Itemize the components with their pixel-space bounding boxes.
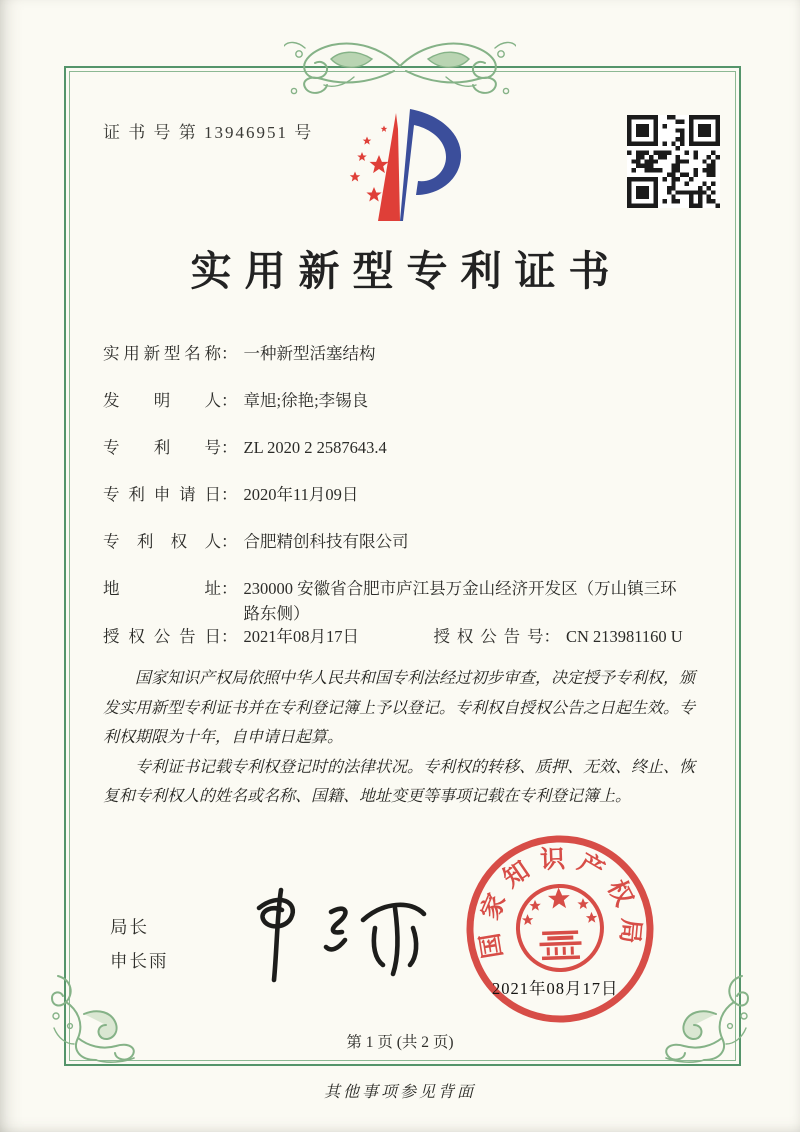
field-row-patent-number: 专利号 ： ZL 2020 2 2587643.4	[103, 435, 703, 460]
field-row-name: 实用新型名称 ： 一种新型活塞结构	[103, 341, 703, 366]
back-side-note: 其他事项参见背面	[323, 1084, 476, 1101]
field-label: 专利申请日	[103, 485, 221, 504]
seal-date: 2021年08月17日	[492, 979, 619, 998]
certificate-title: 实用新型专利证书	[190, 248, 623, 294]
field-label: 专利号	[103, 438, 221, 457]
page-indicator: 第 1 页 (共 2 页)	[346, 1034, 454, 1051]
official-seal	[459, 828, 662, 1031]
field-value: 章旭;徐艳;李锡良	[243, 391, 369, 410]
field-label: 发明人	[103, 391, 221, 410]
qr-code	[627, 115, 720, 208]
field-pair-grant-number: 授权公告号 ： CN 213981160 U	[434, 624, 683, 649]
field-value: 合肥精创科技有限公司	[243, 532, 409, 551]
field-label: 授权公告日	[103, 627, 221, 646]
legal-text	[103, 664, 700, 812]
field-label: 专利权人	[103, 532, 221, 551]
seal-text: 国家知识产权局	[475, 845, 645, 961]
field-label: 授权公告号	[433, 627, 544, 646]
field-row-filing-date: 专利申请日 ： 2020年11月09日	[103, 482, 703, 507]
field-value: 一种新型活塞结构	[243, 344, 376, 363]
field-row-patentee: 专利权人 ： 合肥精创科技有限公司	[103, 529, 703, 554]
field-row-inventors: 发明人 ： 章旭;徐艳;李锡良	[103, 388, 703, 413]
legal-paragraph-2: 专利证书记载专利权登记时的法律状况。专利权的转移、质押、无效、终止、恢复和专利权人的姓名或名称、国籍、地址变更等事项记载在专利登记簿上。	[103, 758, 696, 805]
cnipa-logo-icon	[334, 103, 470, 233]
field-list	[103, 341, 703, 671]
legal-paragraph-1: 国家知识产权局依照中华人民共和国专利法经过初步审查，决定授予专利权，颁发实用新型专利证书并在专利登记簿上予以登记。专利权自授权公告之日起生效。专利权期限为十年，自申请日起算。	[103, 670, 696, 746]
field-row-address: 地址 ： 230000 安徽省合肥市庐江县万金山经济开发区（万山镇三环路东侧）	[103, 576, 703, 626]
signer-title: 局长	[110, 917, 149, 937]
field-value: CN 213981160 U	[566, 627, 683, 646]
field-value: ZL 2020 2 2587643.4	[243, 438, 387, 457]
field-label: 地址	[103, 579, 221, 598]
certificate-number: 证 书 号 第 13946951 号	[103, 123, 314, 142]
seal-emblem-icon	[517, 885, 604, 972]
field-value: 230000 安徽省合肥市庐江县万金山经济开发区（万山镇三环路东侧）	[243, 579, 677, 623]
field-value: 2020年11月09日	[243, 485, 359, 504]
signer-name: 申长雨	[110, 951, 169, 971]
field-label: 实用新型名称	[103, 344, 221, 363]
field-value: 2021年08月17日	[243, 627, 359, 646]
signature-icon	[225, 876, 437, 992]
field-row-grant: 授权公告日 ： 2021年08月17日 授权公告号 ： CN 213981160 U	[103, 624, 703, 649]
